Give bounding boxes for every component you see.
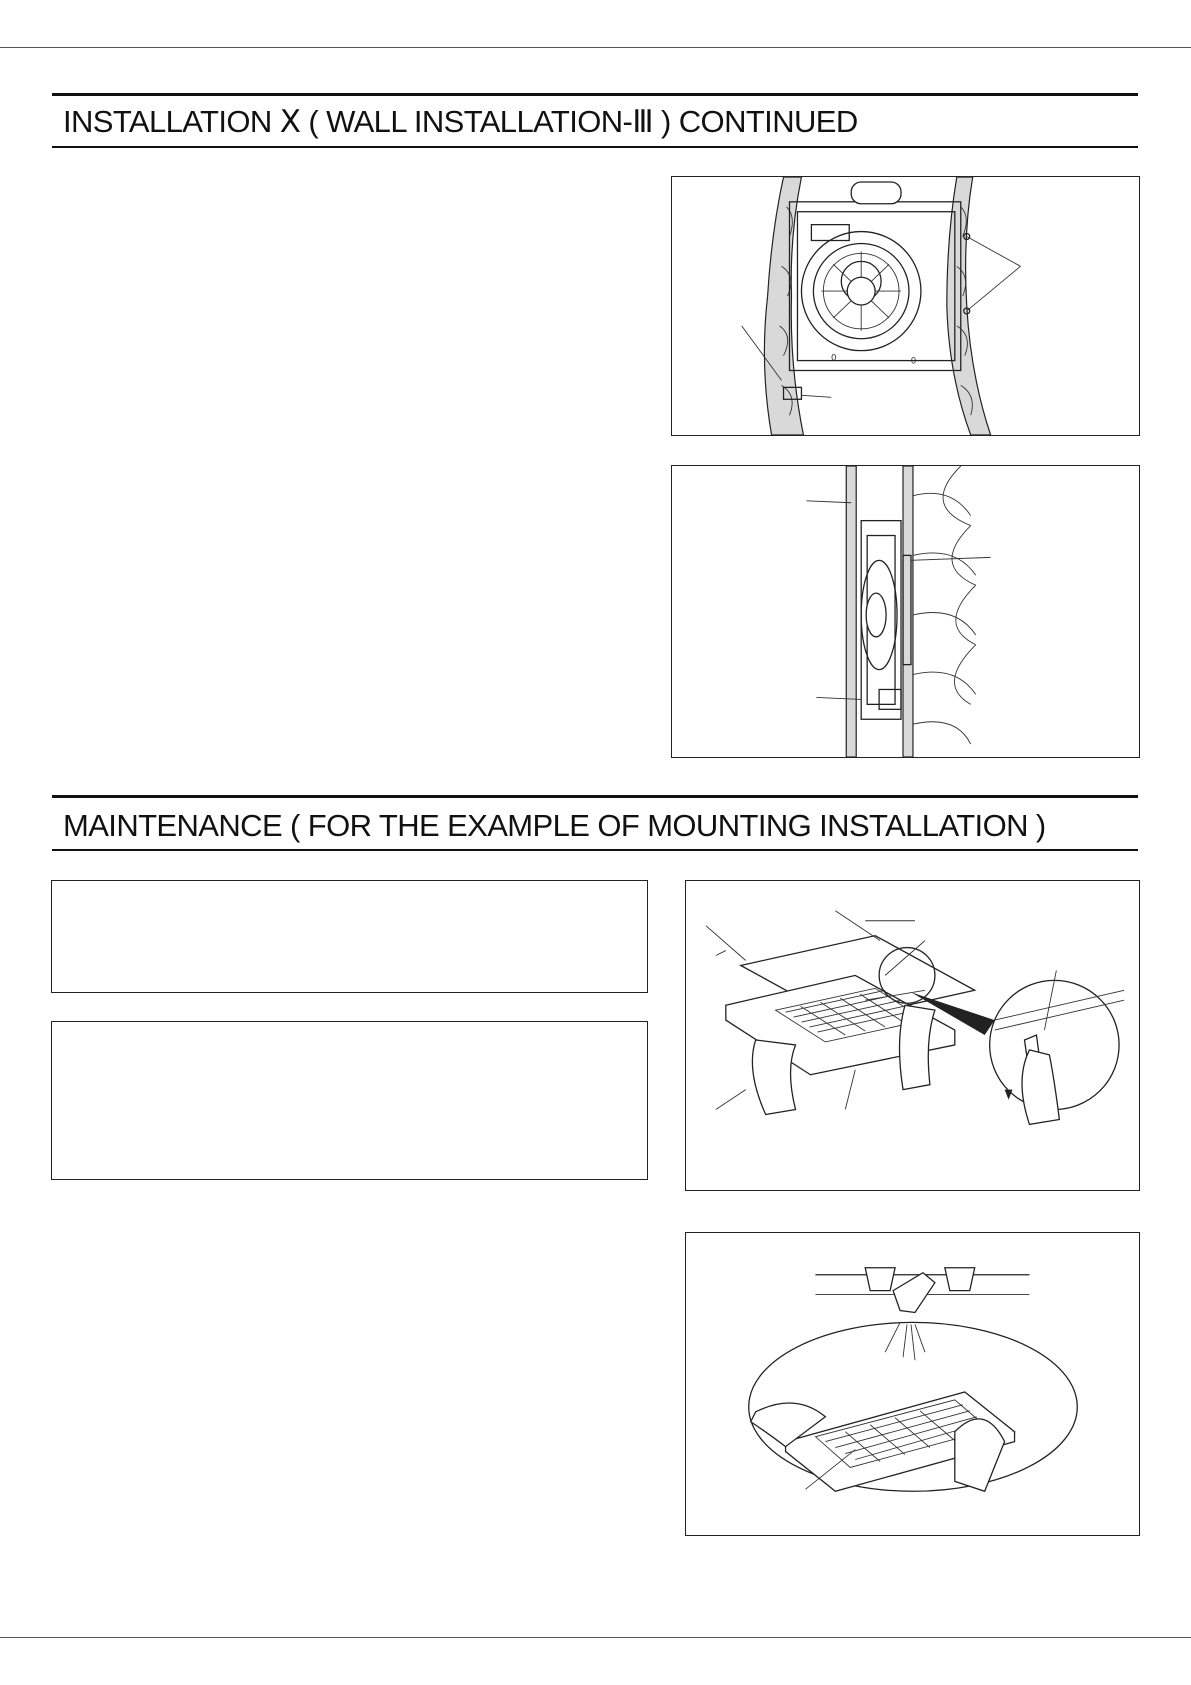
top-page-rule xyxy=(0,47,1191,48)
svg-text:0: 0 xyxy=(831,352,837,363)
maintenance-rule-top xyxy=(52,795,1138,798)
fan-housing-figure xyxy=(671,176,1140,436)
svg-text:0: 0 xyxy=(910,355,916,366)
note-box-2 xyxy=(51,1021,648,1180)
grille-washing-illustration xyxy=(686,1233,1139,1535)
installation-section-title: INSTALLATION Ⅹ ( WALL INSTALLATION-Ⅲ ) CONTINUED xyxy=(63,104,858,139)
maintenance-section-title: MAINTENANCE ( FOR THE EXAMPLE OF MOUNTING INSTALLATION ) xyxy=(63,808,1046,843)
grille-removal-illustration xyxy=(686,881,1139,1190)
fan-side-view-figure xyxy=(671,465,1140,758)
bottom-page-rule xyxy=(0,1637,1191,1638)
note-box-1 xyxy=(51,880,648,993)
grille-washing-figure xyxy=(685,1232,1140,1536)
section-rule-top xyxy=(52,93,1138,96)
wall-section-illustration xyxy=(672,466,1139,757)
section-rule-bottom xyxy=(52,146,1138,148)
maintenance-rule-bottom xyxy=(52,849,1138,851)
fan-housing-illustration xyxy=(672,177,1139,435)
grille-removal-figure xyxy=(685,880,1140,1191)
